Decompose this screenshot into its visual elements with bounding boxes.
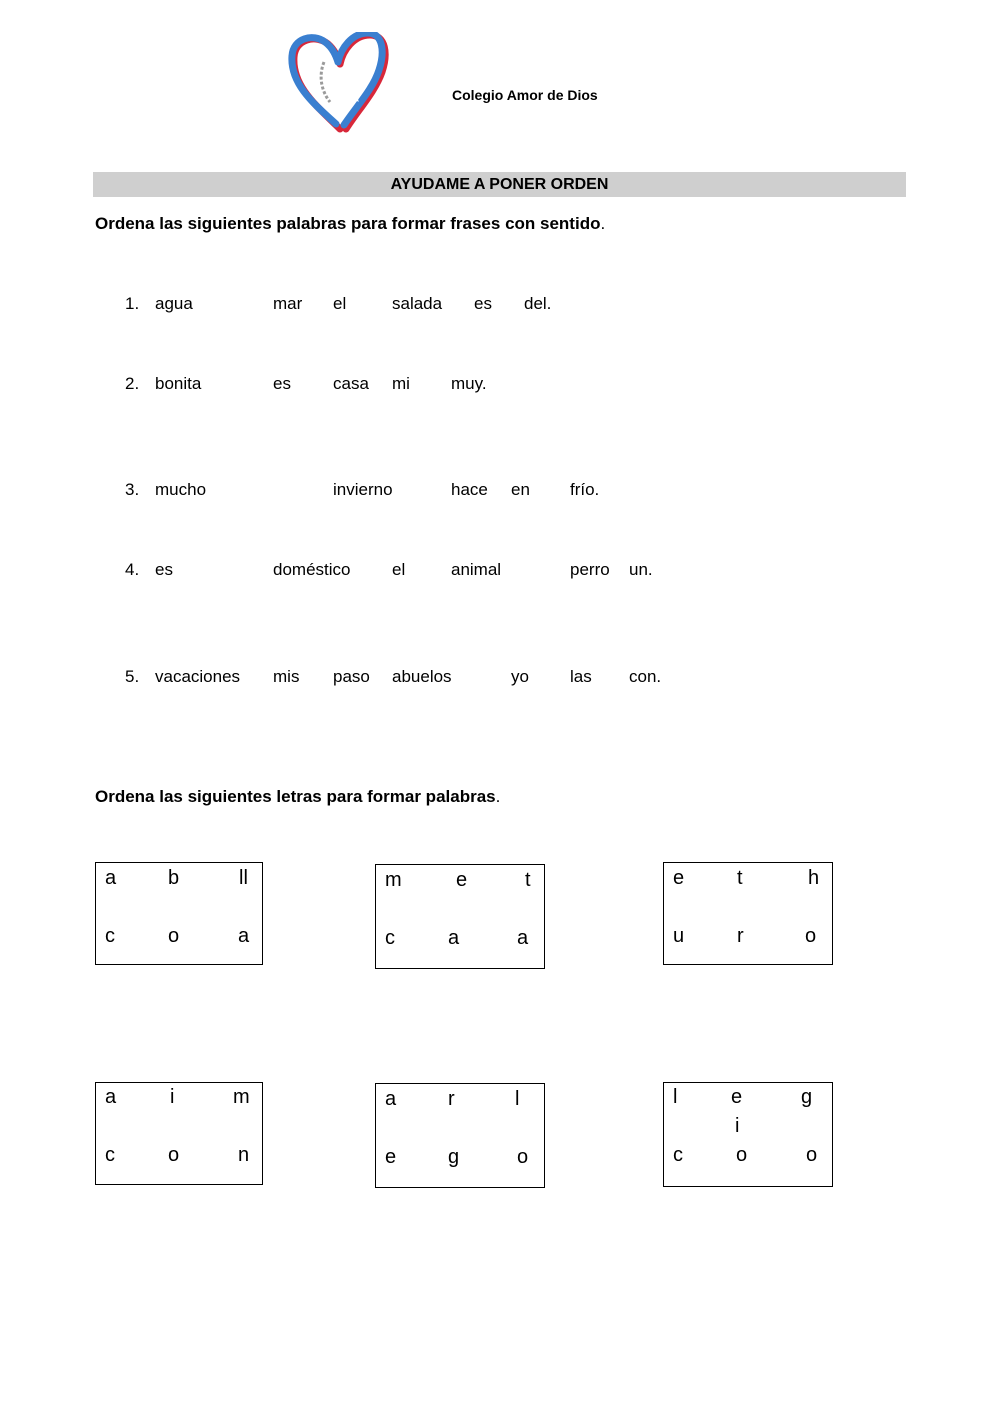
word: muy.	[451, 374, 487, 393]
letter: i	[735, 1115, 740, 1137]
word: yo	[511, 667, 529, 686]
word: paso	[333, 667, 370, 686]
word: es	[273, 374, 291, 393]
letter: e	[673, 867, 685, 889]
word: con.	[629, 667, 662, 686]
letter: o	[168, 925, 180, 947]
letter: c	[385, 927, 395, 949]
word: mar	[273, 294, 303, 313]
letter: h	[808, 867, 820, 889]
word: las	[570, 667, 592, 686]
letter: u	[673, 925, 685, 947]
word: doméstico	[273, 560, 351, 579]
letter: l	[515, 1088, 520, 1110]
word: salada	[392, 294, 443, 313]
letter: n	[238, 1144, 250, 1166]
letters-instruction-text: Ordena las siguientes letras para formar palabras	[95, 787, 496, 806]
letters-instruction-period: .	[495, 787, 501, 806]
sentence-instruction	[95, 214, 605, 234]
item-number: 1.	[125, 294, 140, 313]
sentence-instruction-text: Ordena las siguientes palabras para formar frases con sentido	[95, 214, 601, 233]
worksheet-title: AYUDAME A PONER ORDEN	[93, 172, 906, 197]
letter-box	[375, 1083, 545, 1188]
letter: o	[806, 1144, 818, 1166]
word: un.	[629, 560, 653, 579]
word: animal	[451, 560, 502, 579]
word: abuelos	[392, 667, 452, 686]
letter: ll	[239, 867, 248, 889]
letter: r	[448, 1088, 455, 1110]
school-heart-logo-icon	[288, 32, 392, 134]
item-number: 2.	[125, 374, 140, 393]
letter: e	[385, 1146, 397, 1168]
letter: m	[233, 1086, 250, 1108]
word: el	[392, 560, 406, 579]
letter: a	[517, 927, 529, 949]
item-number: 5.	[125, 667, 140, 686]
school-name: Colegio Amor de Dios	[452, 87, 598, 103]
letter: t	[737, 867, 743, 889]
letter: a	[238, 925, 250, 947]
word: vacaciones	[155, 667, 241, 686]
word: frío.	[570, 480, 600, 499]
letter: o	[517, 1146, 529, 1168]
word: es	[155, 560, 173, 579]
item-number: 4.	[125, 560, 140, 579]
letter: a	[448, 927, 460, 949]
letter: l	[673, 1086, 678, 1108]
letter: r	[737, 925, 744, 947]
word: en	[511, 480, 530, 499]
letter: c	[673, 1144, 683, 1166]
letter: m	[385, 869, 402, 891]
word: del.	[524, 294, 552, 313]
letter: b	[168, 867, 180, 889]
word: casa	[333, 374, 369, 393]
item-number: 3.	[125, 480, 140, 499]
word: bonita	[155, 374, 202, 393]
word: mis	[273, 667, 300, 686]
word: mucho	[155, 480, 207, 499]
letters-instruction	[95, 787, 500, 807]
letter: o	[805, 925, 817, 947]
word: hace	[451, 480, 488, 499]
word: perro	[570, 560, 610, 579]
letter: a	[105, 1086, 117, 1108]
letter: g	[801, 1086, 813, 1108]
sentence-instruction-period: .	[600, 214, 606, 233]
letter: a	[385, 1088, 397, 1110]
letter: t	[525, 869, 531, 891]
letter: i	[170, 1086, 175, 1108]
letter: c	[105, 1144, 115, 1166]
word: es	[474, 294, 492, 313]
letter: a	[105, 867, 117, 889]
word: agua	[155, 294, 193, 313]
word: el	[333, 294, 347, 313]
letter: c	[105, 925, 115, 947]
letter: e	[731, 1086, 743, 1108]
letter: e	[456, 869, 468, 891]
letter: o	[736, 1144, 748, 1166]
word: mi	[392, 374, 410, 393]
word: invierno	[333, 480, 393, 499]
letter: o	[168, 1144, 180, 1166]
letter: g	[448, 1146, 460, 1168]
